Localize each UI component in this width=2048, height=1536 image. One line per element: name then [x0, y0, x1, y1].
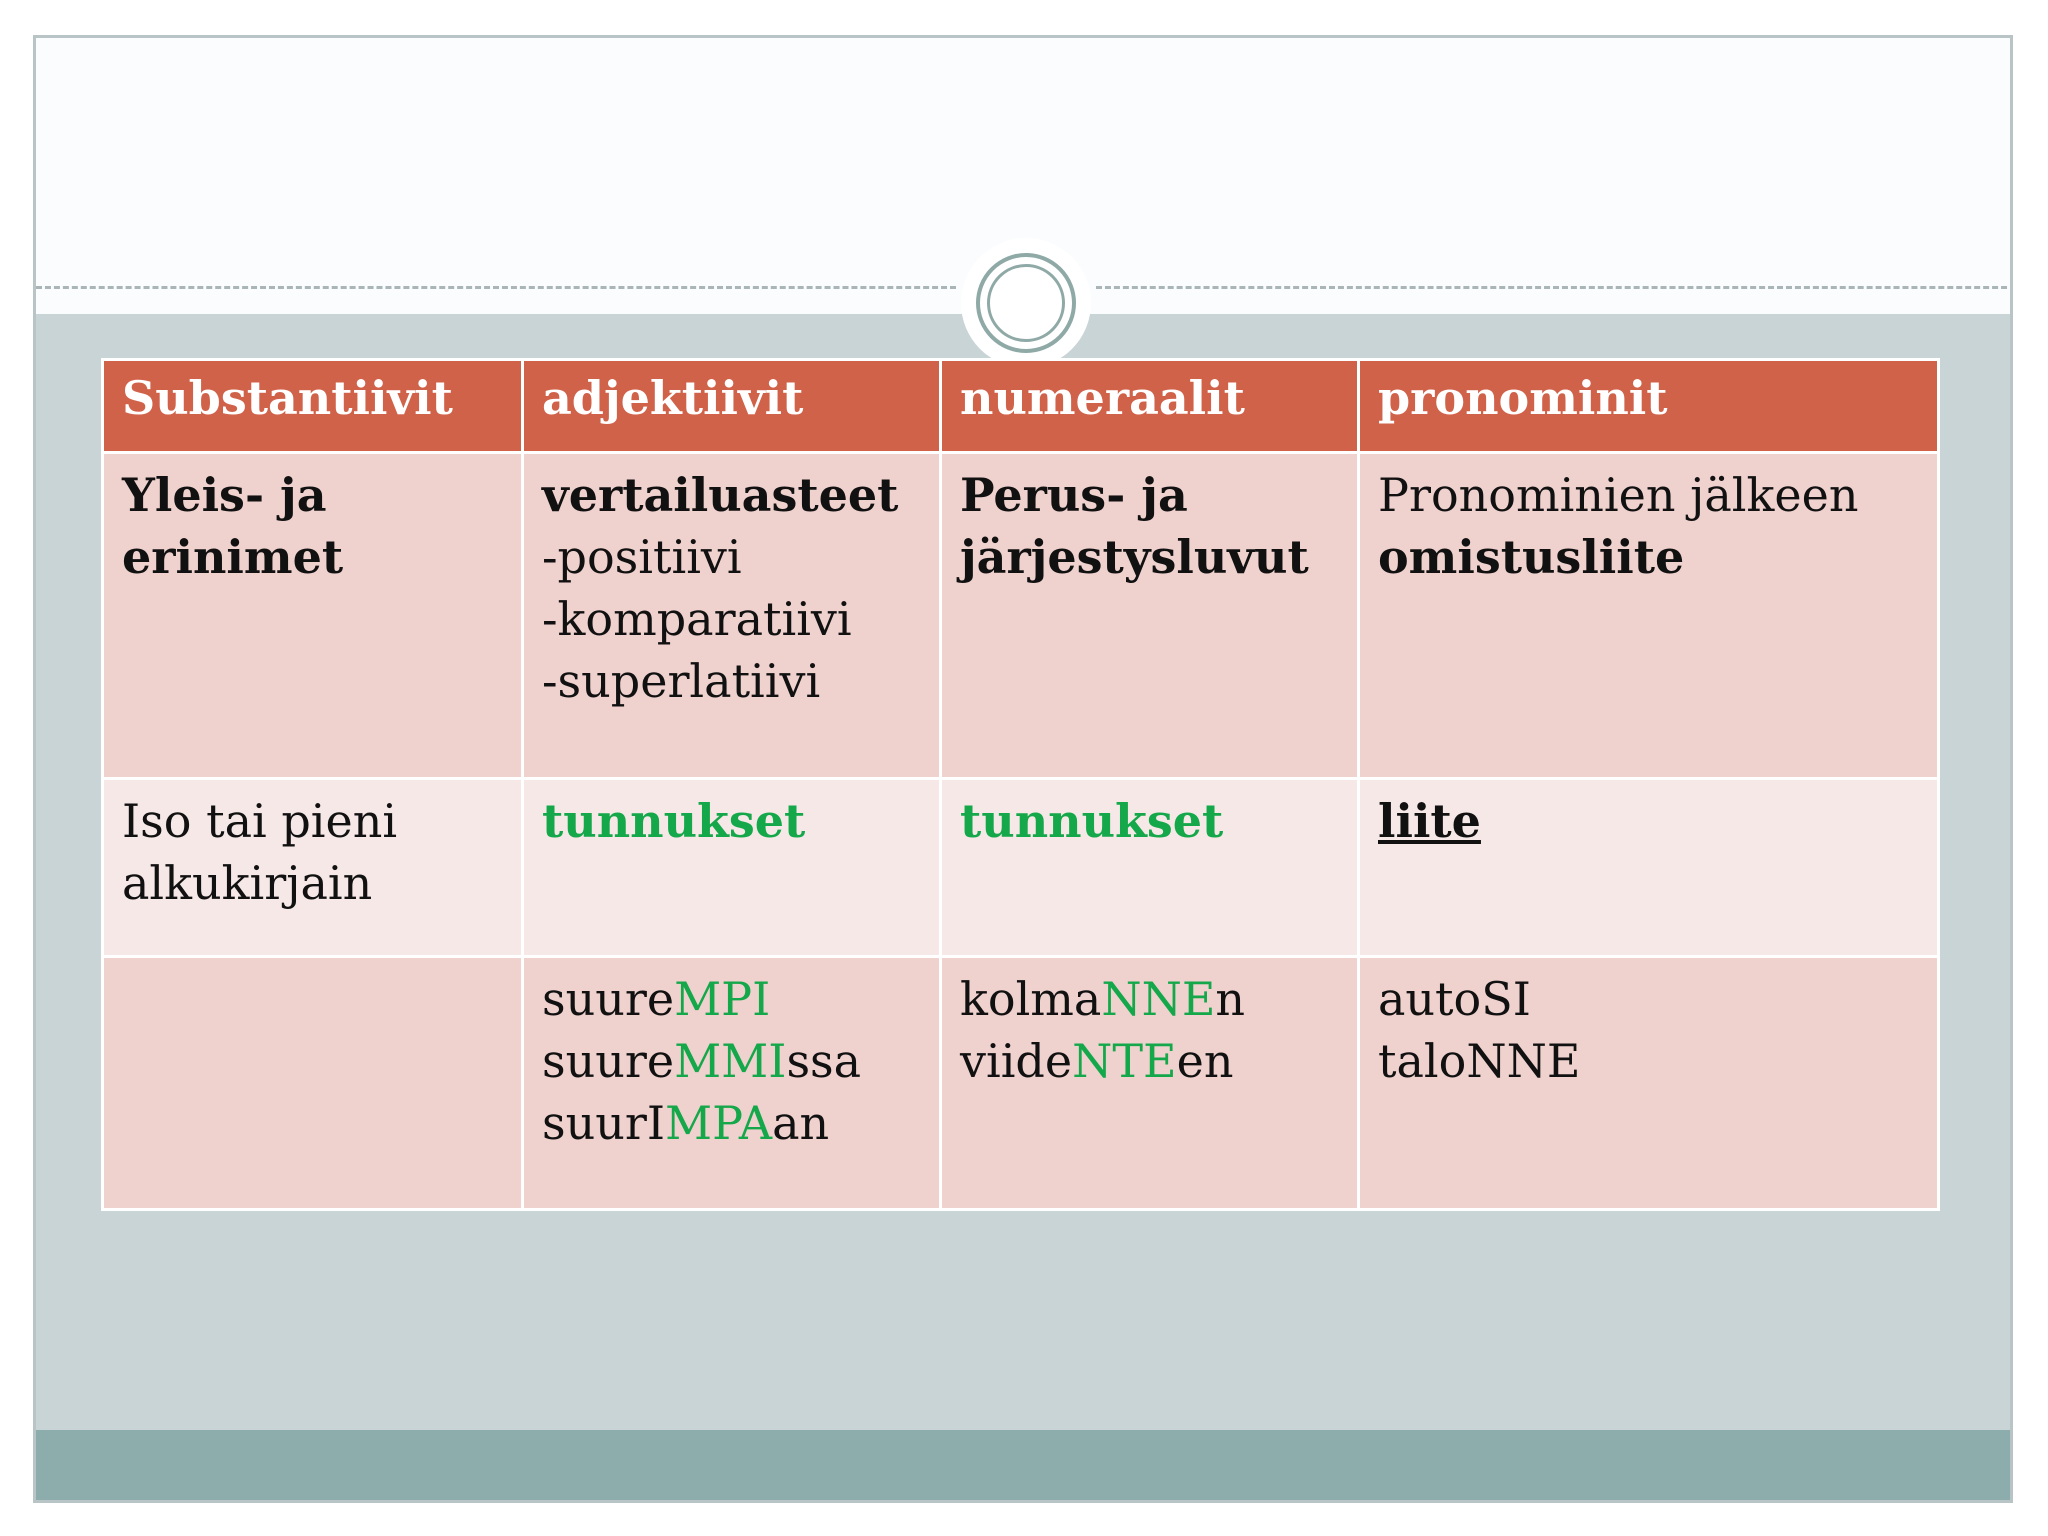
- cell-substantiivit-types: [103, 453, 523, 779]
- cell-empty: [103, 957, 523, 1210]
- word-ending: en: [1176, 1034, 1234, 1088]
- word-marker: NTE: [1072, 1034, 1177, 1088]
- cell-line: Iso tai pieni: [122, 794, 398, 848]
- cell-line: erinimet: [122, 530, 344, 584]
- cell-tunnukset-adj: [523, 779, 941, 957]
- word-stem: suurI: [542, 1096, 666, 1150]
- table-row: [103, 957, 1939, 1210]
- example-word: [542, 968, 921, 1030]
- cell-numeraalit-types: [941, 453, 1359, 779]
- cell-line: liite: [1378, 794, 1481, 848]
- ring-ornament-icon: [976, 253, 1076, 353]
- divider-left: [36, 286, 956, 289]
- word-marker: NNE: [1101, 972, 1216, 1026]
- word-stem: suure: [542, 972, 675, 1026]
- word-ending: n: [1215, 972, 1246, 1026]
- footer-bar: [36, 1430, 2010, 1500]
- header-pronominit: pronominit: [1359, 360, 1939, 453]
- header-numeraalit: numeraalit: [941, 360, 1359, 453]
- header-row: [103, 360, 1939, 453]
- example-word: [960, 1030, 1339, 1092]
- cell-line: tunnukset: [542, 794, 806, 848]
- table-row: [103, 779, 1939, 957]
- cell-line: Perus- ja: [960, 468, 1188, 522]
- example-word: [542, 1030, 921, 1092]
- example-word: autoSI: [1378, 972, 1531, 1026]
- word-ending: an: [772, 1096, 830, 1150]
- word-ending: ssa: [786, 1034, 862, 1088]
- list-item: -positiivi: [542, 530, 742, 584]
- cell-line: alkukirjain: [122, 856, 373, 910]
- table-row: [103, 453, 1939, 779]
- header-substantiivit: Substantiivit: [103, 360, 523, 453]
- list-item: -komparatiivi: [542, 592, 852, 646]
- slide: [33, 35, 2013, 1503]
- cell-capital-letter: [103, 779, 523, 957]
- cell-adjektiivit-comparison: [523, 453, 941, 779]
- word-stem: suure: [542, 1034, 675, 1088]
- cell-adjektiivit-examples: [523, 957, 941, 1210]
- cell-pronominit-suffix: [1359, 453, 1939, 779]
- word-marker: MMI: [674, 1034, 787, 1088]
- cell-pronominit-examples: [1359, 957, 1939, 1210]
- cell-line: tunnukset: [960, 794, 1224, 848]
- word-stem: viide: [960, 1034, 1073, 1088]
- cell-title: vertailuasteet: [542, 468, 899, 522]
- cell-line: järjestysluvut: [960, 530, 1309, 584]
- divider-right: [1096, 286, 2013, 289]
- cell-line: omistusliite: [1378, 530, 1685, 584]
- word-class-table: [101, 358, 1940, 1211]
- word-stem: kolma: [960, 972, 1102, 1026]
- example-word: taloNNE: [1378, 1034, 1581, 1088]
- header-adjektiivit: adjektiivit: [523, 360, 941, 453]
- word-marker: MPI: [674, 972, 771, 1026]
- example-word: [960, 968, 1339, 1030]
- ring-ornament-inner: [987, 264, 1065, 342]
- cell-tunnukset-num: [941, 779, 1359, 957]
- cell-numeraalit-examples: [941, 957, 1359, 1210]
- cell-liite: [1359, 779, 1939, 957]
- example-word: [542, 1092, 921, 1154]
- cell-line: Yleis- ja: [122, 468, 327, 522]
- word-marker: MPA: [665, 1096, 773, 1150]
- cell-line: Pronominien jälkeen: [1378, 468, 1859, 522]
- list-item: -superlatiivi: [542, 654, 821, 708]
